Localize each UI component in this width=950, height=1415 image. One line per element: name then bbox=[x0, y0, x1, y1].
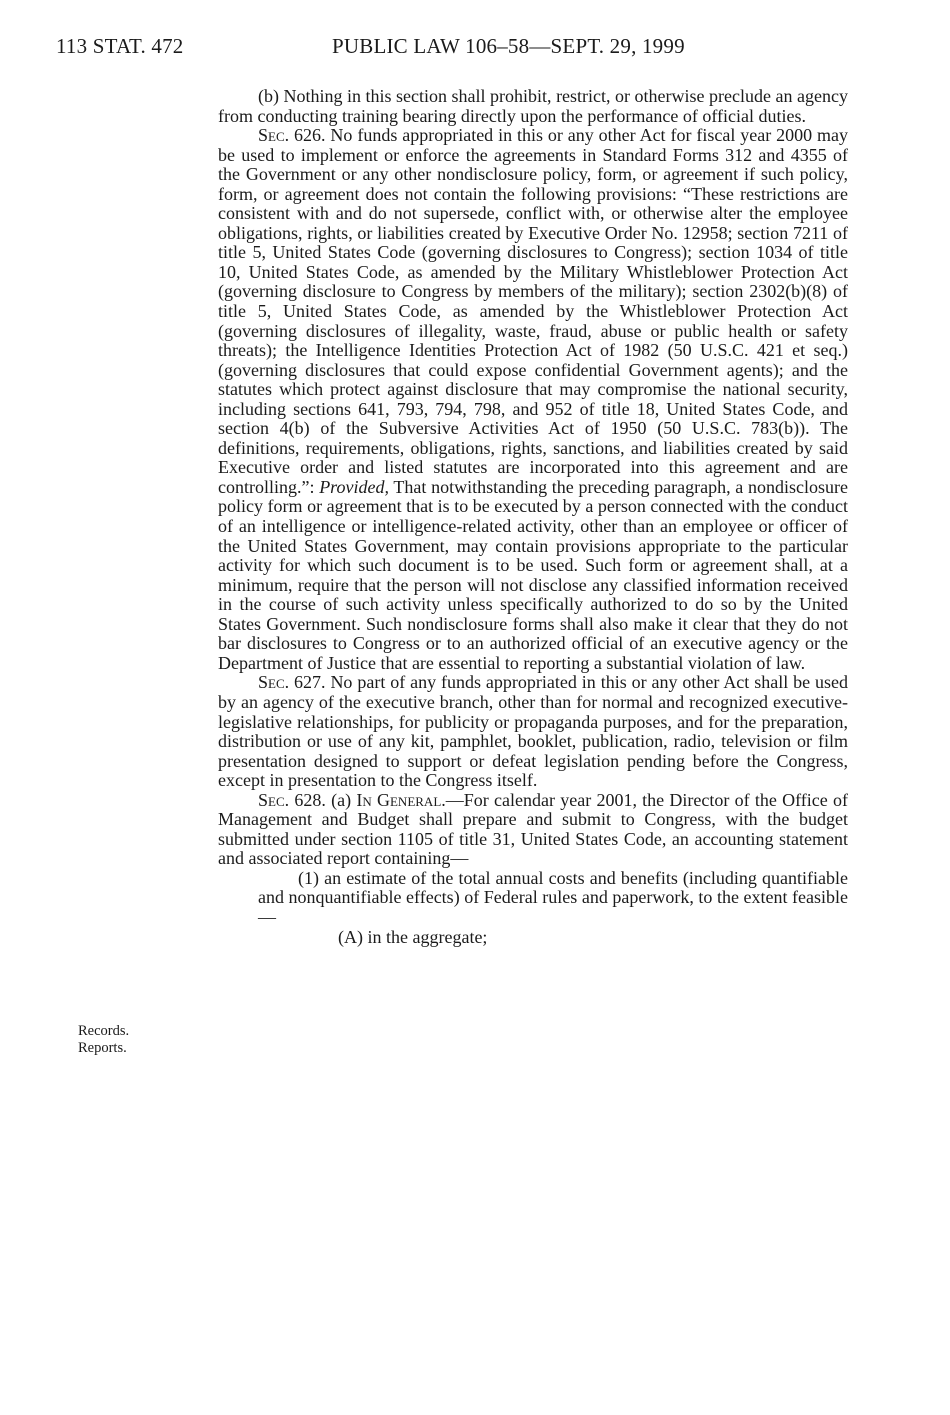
section-628-heading: In General bbox=[356, 789, 442, 810]
section-626-text: 626. No funds appropriated in this or any other Act for fiscal year 2000 may be used to implement or enforce the agreements in Standard Forms 312 and 4355 of the Government or any other nondisclosure policy, form, or agreement if such policy, form, or agreement does not contain the following provisions: “These restrictions are consistent with and do not supersede, conflict with, or otherwise alter the employee obligations, rights, or liabilities created by Executive Order No. 12958; section 7211 of title 5, United States Code (governing disclosures to Congress); section 1034 of title 10, United States Code, as amended by the Military Whistleblower Protection Act (governing disclosure to Congress by members of the military); section 2302(b)(8) of title 5, United States Code, as amended by the Whistleblower Protection Act (governing disclosures of illegality, waste, fraud, abuse or public health or safety threats); the Intelligence Identities Protection Act of 1982 (50 U.S.C. 421 et seq.) (governing disclosures that could expose confidential Government agents); and the statutes which protect against disclosure that may compromise the national security, including sections 641, 793, 794, 798, and 952 of title 18, United States Code, and section 4(b) of the Subversive Activities Act of 1950 (50 U.S.C. 783(b)). The definitions, requirements, obligations, rights, sanctions, and liabilities created by said Executive order and listed statutes are incorporated into this agreement and are controlling.”: bbox=[218, 125, 848, 497]
section-628-number: 628. (a) bbox=[289, 789, 357, 810]
section-628-text: .—For calendar year 2001, the Director of the Office of Management and Budget shall prepare and submit to Congress, with the budget submitted under section 1105 of title 31, United States Code, an accounting statement and associated report containing— bbox=[218, 789, 849, 869]
section-627 bbox=[218, 673, 848, 790]
statute-page-number: 113 STAT. 472 bbox=[56, 34, 184, 58]
public-law-title: PUBLIC LAW 106–58—SEPT. 29, 1999 bbox=[332, 34, 685, 58]
margin-note-records: Records. bbox=[78, 1023, 130, 1039]
paragraph-subsection-b: (b) Nothing in this section shall prohibit, restrict, or otherwise preclude an agency from conducting training bearing directly upon the performance of official duties. bbox=[218, 86, 848, 126]
margin-note-reports: Reports. bbox=[78, 1040, 127, 1056]
section-626 bbox=[218, 126, 848, 673]
page-header bbox=[56, 34, 756, 64]
margin-note bbox=[78, 1023, 158, 1057]
paragraph-item-a: (A) in the aggregate; bbox=[338, 926, 488, 947]
section-626-proviso-text: That notwithstanding the preceding paragraph, a nondisclosure policy form or agreement that is to be executed by a person connected with the conduct of an intelligence or intelligence-related activity, other than an employee or officer of the United States Government, may contain provisions appropriate to the particular activity for which such document is to be used. Such form or agreement shall, at a minimum, require that the person will not disclose any classified information received in the course of such activity unless specifically authorized to do so by the United States Government. Such nondisclosure forms shall also make it clear that they do not bar disclosures to Congress or to an authorized official of an executive agency or the Department of Justice that are essential to reporting a substantial violation of law. bbox=[218, 476, 848, 673]
section-label: Sec. bbox=[258, 125, 290, 146]
section-label: Sec. bbox=[258, 672, 290, 693]
section-label: Sec. bbox=[258, 789, 290, 810]
section-627-text: 627. No part of any funds appropriated in this or any other Act shall be used by an agency of the executive branch, other than for normal and recognized executive-legislative relationships, for publicity or propaganda purposes, and for the preparation, distribution or use of any kit, pamphlet, booklet, publication, radio, television or film presentation designed to support or defeat legislation pending before the Congress, except in presentation to the Congress itself. bbox=[218, 672, 848, 791]
section-628 bbox=[218, 791, 848, 869]
paragraph-item-1: (1) an estimate of the total annual costs and benefits (including quantifiable and nonquantifiable effects) of Federal rules and paperwork, to the extent feasible— bbox=[258, 867, 848, 927]
provided-clause: Provided, bbox=[319, 476, 389, 497]
document-body bbox=[218, 87, 848, 947]
